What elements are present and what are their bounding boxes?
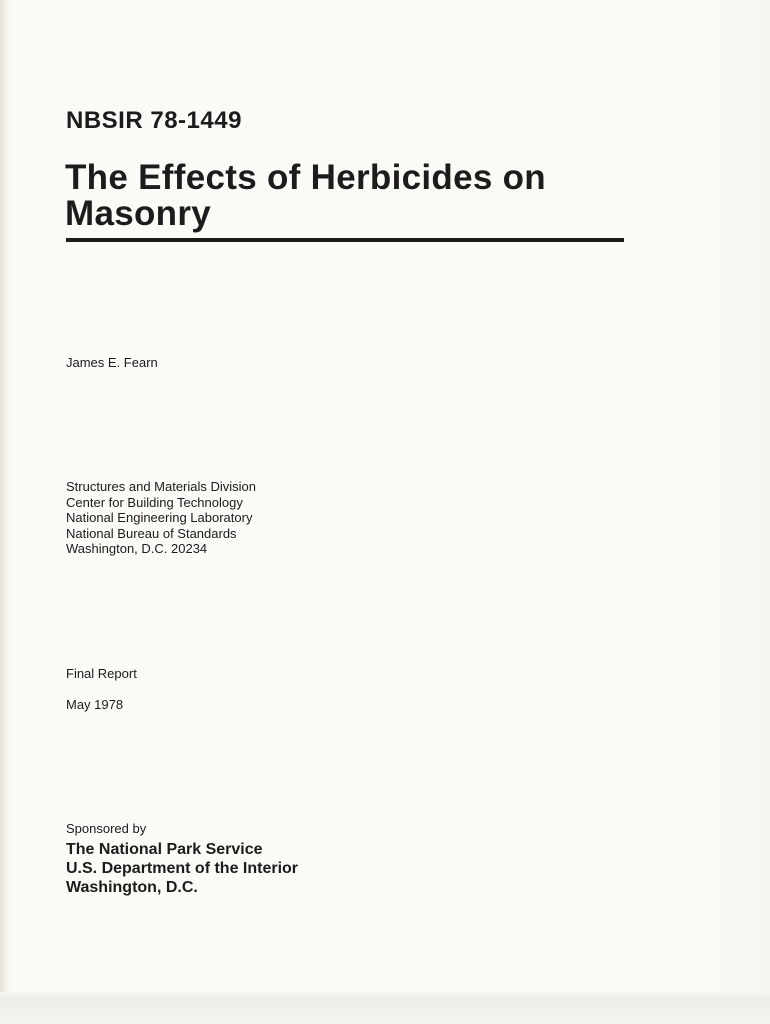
sponsor-label: Sponsored by	[66, 821, 147, 836]
sponsor-line: The National Park Service	[66, 841, 263, 858]
page-bottom-edge	[0, 992, 770, 1024]
document-title	[65, 160, 665, 232]
affiliation-line: National Engineering Laboratory	[66, 510, 253, 525]
sponsor-line: U.S. Department of the Interior	[66, 860, 299, 877]
report-date: May 1978	[66, 697, 124, 712]
sponsor-line: Washington, D.C.	[66, 879, 198, 896]
report-number: NBSIR 78-1449	[66, 107, 242, 134]
title-underline	[66, 238, 624, 242]
page-binding-edge	[0, 0, 6, 1024]
author-name: James E. Fearn	[66, 355, 158, 370]
report-type: Final Report	[66, 666, 137, 681]
author-affiliation	[66, 479, 256, 557]
title-line-2: Masonry	[65, 194, 212, 233]
title-line-1: The Effects of Herbicides on	[65, 158, 546, 197]
affiliation-line: Structures and Materials Division	[66, 479, 257, 494]
affiliation-line: Washington, D.C. 20234	[66, 541, 208, 556]
affiliation-line: Center for Building Technology	[66, 494, 243, 510]
sponsor-block	[66, 840, 298, 897]
affiliation-line: National Bureau of Standards	[66, 525, 237, 541]
